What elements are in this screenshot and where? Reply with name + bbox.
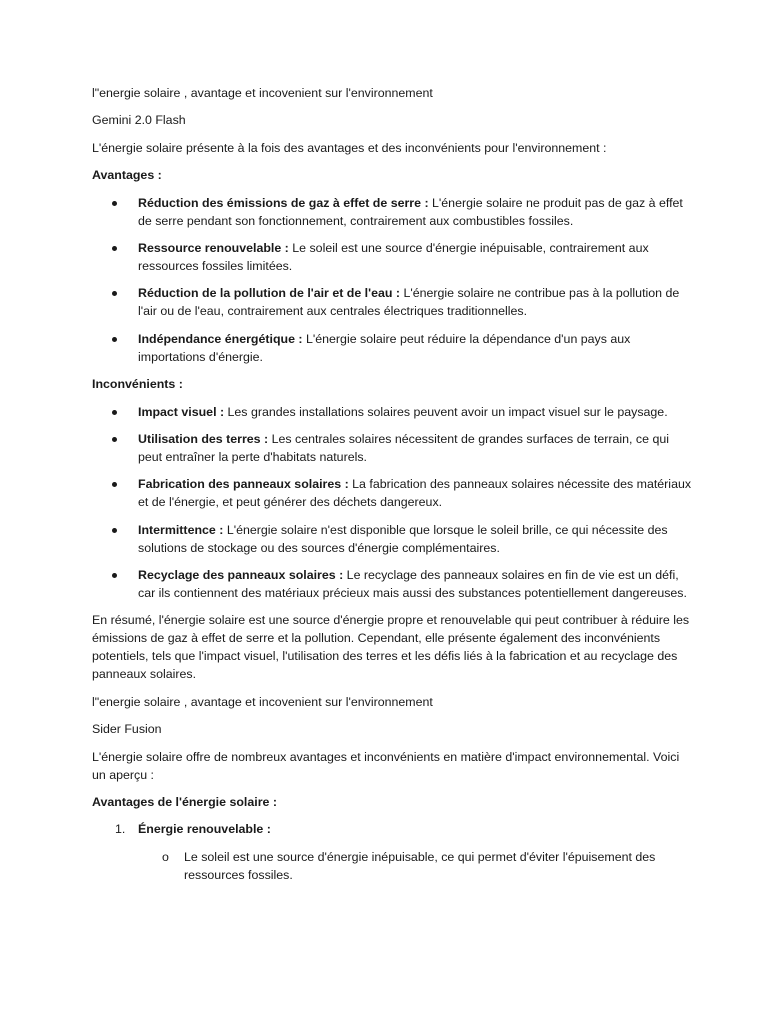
source-label: Gemini 2.0 Flash [92, 113, 186, 128]
list-item: Réduction des émissions de gaz à effet de serre : L'énergie solaire ne produit pas de gaz à effet de serre pendant son fonctionnement, contrairement aux combustibles fossiles. [92, 194, 692, 230]
bullet-icon [112, 337, 117, 342]
source-label-2: Sider Fusion [92, 722, 162, 737]
list-item: 1. Énergie renouvelable : [115, 822, 271, 837]
advantages-heading: Avantages : [92, 168, 162, 183]
document-title-2: l"energie solaire , avantage et incovenient sur l'environnement [92, 694, 433, 709]
bullet-icon [112, 291, 117, 296]
bullet-icon [112, 437, 117, 442]
list-item: Recyclage des panneaux solaires : Le recyclage des panneaux solaires en fin de vie est un défi, car ils contiennent des matériaux précieux mais aussi des substances potentiellement dangereuses. [92, 566, 692, 602]
numbered-list [92, 820, 692, 838]
intro-paragraph-2: L'énergie solaire offre de nombreux avantages et inconvénients en matière d'impact environnemental. Voici un aperçu : [92, 749, 680, 782]
bullet-icon [112, 573, 117, 578]
document-page [92, 84, 692, 893]
circle-bullet-icon: o [162, 849, 169, 864]
bullet-icon [112, 482, 117, 487]
document-title: l"energie solaire , avantage et incovenient sur l'environnement [92, 86, 433, 100]
bullet-icon [112, 246, 117, 251]
list-item: Intermittence : L'énergie solaire n'est disponible que lorsque le soleil brille, ce qui nécessite des solutions de stockage ou des sources d'énergie complémentaires. [92, 521, 692, 557]
list-item: Fabrication des panneaux solaires : La fabrication des panneaux solaires nécessite des matériaux et de l'énergie, et peut générer des déchets dangereux. [92, 475, 692, 511]
disadvantages-list [92, 403, 692, 603]
summary-paragraph: En résumé, l'énergie solaire est une source d'énergie propre et renouvelable qui peut contribuer à réduire les émissions de gaz à effet de serre et la pollution. Cependant, elle présente également des inconvénients potentiels, tels que l'impact visuel, l'utilisation des terres et les défis liés à la fabrication et au recyclage des panneaux solaires. [92, 613, 690, 682]
bullet-icon [112, 410, 117, 415]
disadvantages-heading: Inconvénients : [92, 377, 183, 392]
list-number: 1. [115, 822, 126, 837]
list-item: Indépendance énergétique : L'énergie solaire peut réduire la dépendance d'un pays aux importations d'énergie. [92, 330, 692, 366]
list-item: Réduction de la pollution de l'air et de l'eau : L'énergie solaire ne contribue pas à la pollution de l'air ou de l'eau, contrairement aux centrales électriques traditionnelles. [92, 284, 692, 320]
list-item: Ressource renouvelable : Le soleil est une source d'énergie inépuisable, contrairement aux ressources fossiles limitées. [92, 239, 692, 275]
list-item: Utilisation des terres : Les centrales solaires nécessitent de grandes surfaces de terrain, ce qui peut entraîner la perte d'habitats naturels. [92, 430, 692, 466]
bullet-icon [112, 528, 117, 533]
list-item: o Le soleil est une source d'énergie inépuisable, ce qui permet d'éviter l'épuisement des ressources fossiles. [162, 849, 656, 882]
advantages-list [92, 194, 692, 366]
sub-list [92, 848, 692, 884]
intro-paragraph: L'énergie solaire présente à la fois des avantages et des inconvénients pour l'environnement : [92, 140, 607, 155]
advantages-heading-2: Avantages de l'énergie solaire : [92, 795, 277, 810]
list-item: Impact visuel : Les grandes installations solaires peuvent avoir un impact visuel sur le paysage. [92, 403, 692, 421]
bullet-icon [112, 201, 117, 206]
